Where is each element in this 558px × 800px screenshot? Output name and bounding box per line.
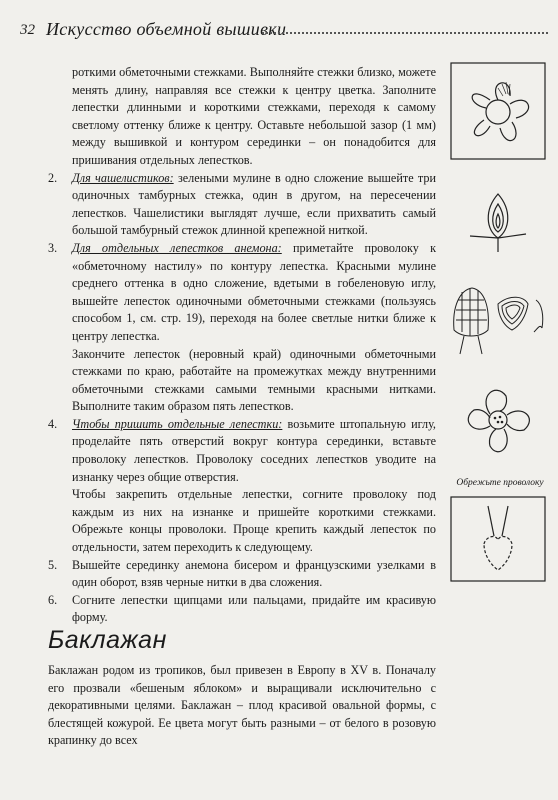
step-text: приметайте проволоку к «обметочному настилу» по контуру лепестка. Красными мулине среднего оттенка в одно сложение, вдетыми в гобеленовую иглу, вышейте лепесток одиночными обметочными стежками (пользуясь способом 1, см. стр. 19), переходя на более светлые нитки ближе к центру лепестка. xyxy=(72,240,437,343)
step-number: 5. xyxy=(48,557,58,572)
step-lead: Для отдельных лепестков анемона: xyxy=(72,240,282,255)
cut-wire-illustration xyxy=(450,496,546,582)
step-lead: Для чашелистиков: xyxy=(72,170,174,185)
step-4-continuation: Чтобы закрепить отдельные лепестки, согните проволоку под каждым из них на изнанке и пришейте короткими стежками. Обрежьте концы проволоки. Проще крепить каждый лепесток по отдельности, затем переходить к следующему. xyxy=(72,487,436,555)
page-header xyxy=(0,18,558,44)
step-3 xyxy=(48,240,436,346)
step-number: 3. xyxy=(48,240,58,255)
figure-separate-petals xyxy=(450,270,546,362)
section-title: Баклажан xyxy=(48,626,167,654)
figure-cut-wire xyxy=(450,496,546,582)
running-title: Искусство объемной вышивки xyxy=(46,19,287,39)
step-5 xyxy=(48,557,436,592)
separate-petals-illustration xyxy=(450,270,546,362)
assembled-flower-illustration xyxy=(450,374,546,466)
step-text: возьмите штопальную иглу, проделайте пять отверстий вокруг контура серединки, вставьте проволоку лепестков. Проволоку соседних лепестков уводите на изнанку через общие отверстия. xyxy=(72,416,436,484)
page-number: 32 xyxy=(20,22,35,38)
figure-assembled-flower xyxy=(450,374,546,466)
section-body: Баклажан родом из тропиков, был привезен в Европу в XV в. Поначалу его прозвали «бешеным яблоком» и выращивали исключительно с декоративными целями. Баклажан – плод красивой овальной формы, с блестящей кожурой. Ее цвета могут быть разными – от белого в розовую крапинку до всех xyxy=(48,663,436,748)
figure-caption: Обрежьте проволоку xyxy=(456,478,544,488)
header-dotted-rule xyxy=(262,32,548,34)
step-number: 6. xyxy=(48,592,58,607)
step-text: Согните лепестки щипцами или пальцами, придайте им красивую форму. xyxy=(72,592,436,625)
anemone-center-illustration xyxy=(450,62,546,160)
figure-sepals xyxy=(450,176,546,258)
step-text: зелеными мулине в одно сложение вышейте три одиночных тамбурных стежка, один в другом, на пересечении лепестков. Чашелистики выглядят лучше, если прихватить самый большой тамбурный стежок длинной крепежной ниткой. xyxy=(72,170,436,238)
main-text-column xyxy=(48,64,436,627)
step-number: 2. xyxy=(48,170,58,185)
step-6 xyxy=(48,592,436,627)
sepals-illustration xyxy=(450,176,546,258)
step-4 xyxy=(48,416,436,486)
step-lead: Чтобы пришить отдельные лепестки: xyxy=(72,416,283,431)
figure-anemone-center xyxy=(450,62,546,160)
step-text: Вышейте серединку анемона бисером и французскими узелками в один оборот, взяв черные нитки в два сложения. xyxy=(72,557,436,590)
step-2 xyxy=(48,170,436,240)
step-3-continuation: Закончите лепесток (неровный край) одиночными обметочными стежками по краю, работайте на промежутках между внутренними обметочными стежками самыми темными красными нитками. Выполните таким образом пять лепестков. xyxy=(72,346,436,414)
intro-paragraph: роткими обметочными стежками. Выполняйте стежки близко, можете менять длину, направляя все стежки к центру цветка. Заполните лепестки длинными и короткими стежками, переходя к самому светлому оттенку ближе к центру. Оставьте небольшой зазор (1 мм) между вышивкой и контуром серединки – он понадобится для пришивания отдельных лепестков. xyxy=(72,65,436,167)
step-number: 4. xyxy=(48,416,58,431)
